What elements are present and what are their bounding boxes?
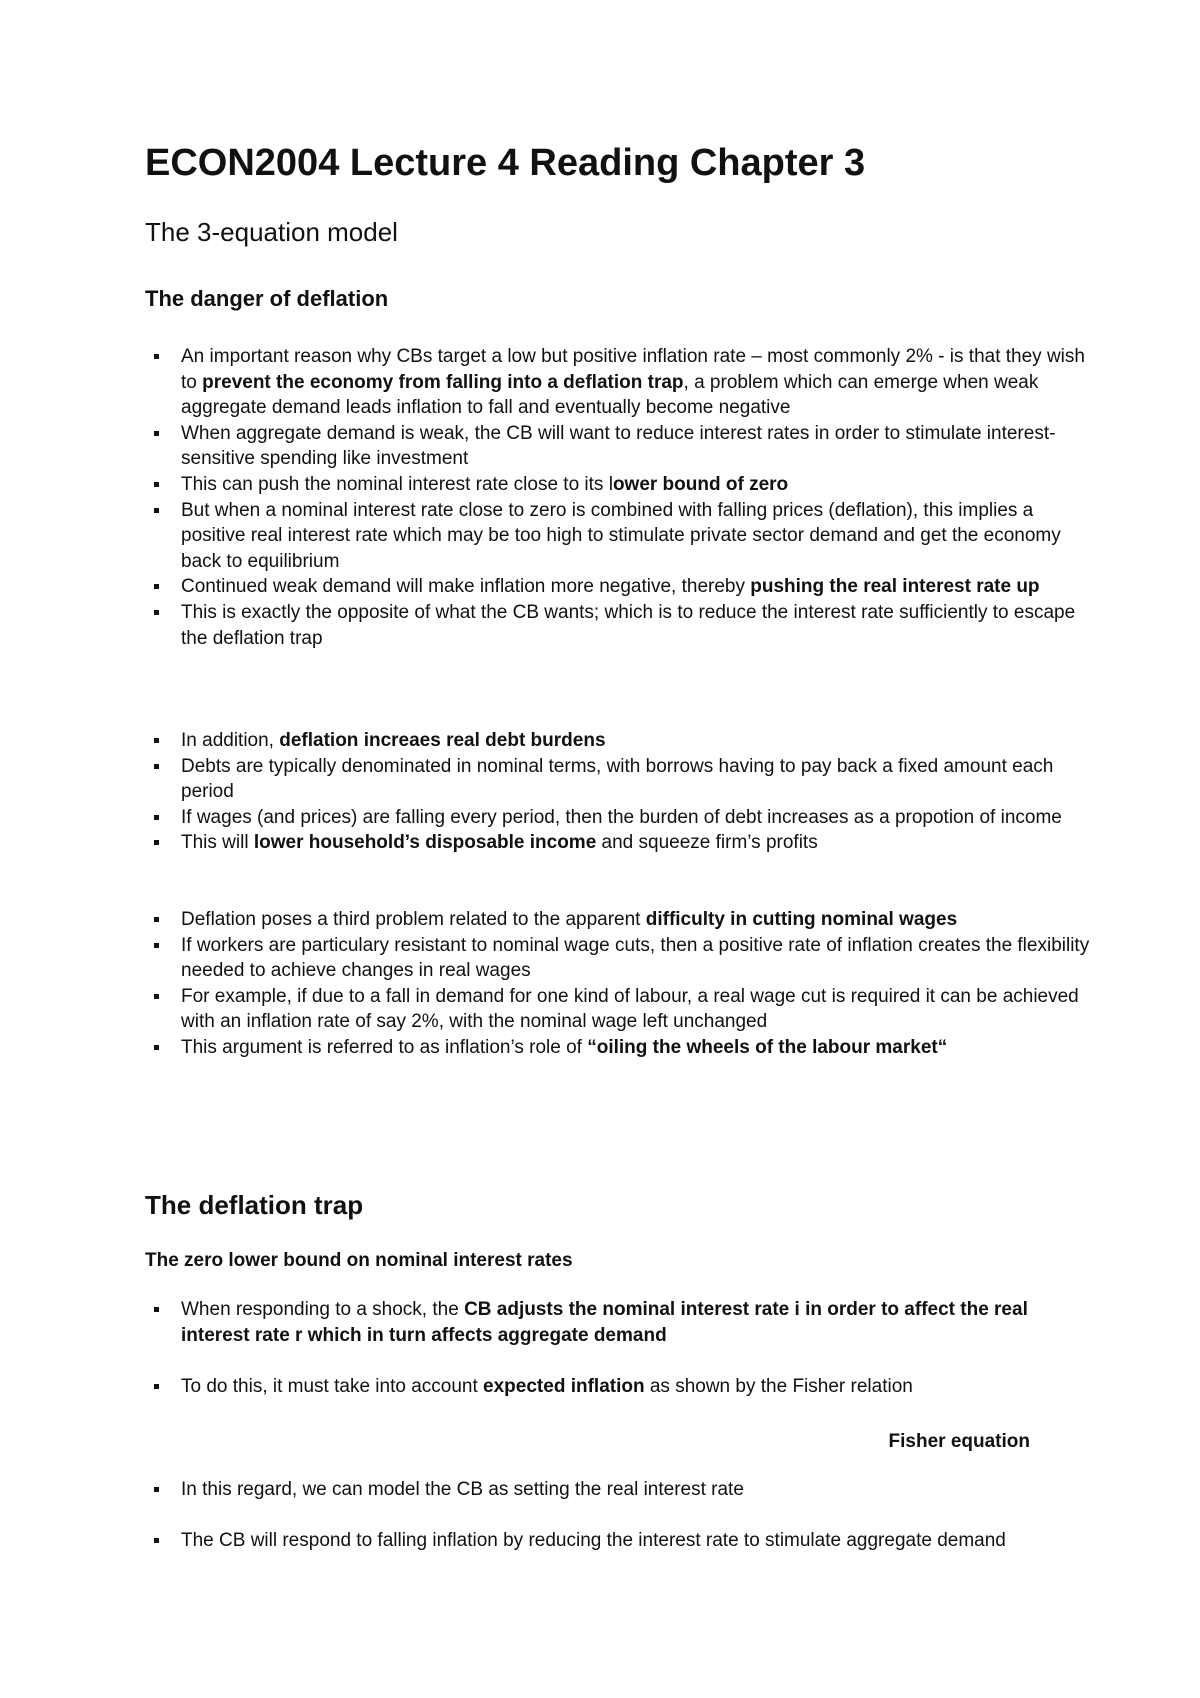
bullet-text: To do this, it must take into account <box>181 1376 484 1397</box>
bullet-item <box>145 728 1095 754</box>
fisher-equation-label: Fisher equation <box>888 1431 1030 1452</box>
bullet-item <box>145 805 1095 831</box>
bullet-text: When aggregate demand is weak, the CB will want to reduce interest rates in order to stimulate interest-sensitive spending like investment <box>181 422 1056 470</box>
bullet-item <box>145 754 1095 805</box>
bullet-item <box>145 472 1095 498</box>
bullet-list-falling-inflation <box>145 1528 1095 1554</box>
bullet-text: , a problem which can emerge when weak aggregate demand leads inflation to fall and eventually become negative <box>181 371 1039 419</box>
bullet-list-expected-inflation <box>145 1374 1095 1400</box>
bullet-emphasis: difficulty in cutting nominal wages <box>645 909 958 930</box>
bullet-text: But when a nominal interest rate close to zero is combined with falling prices (deflation), this implies a positive real interest rate which may be too high to stimulate private sector demand and get the economy back to equilibrium <box>181 499 1061 572</box>
bullet-item <box>145 344 1095 421</box>
section-heading-danger-of-deflation: The danger of deflation <box>145 286 389 311</box>
bullet-item <box>145 1528 1095 1554</box>
bullet-item <box>145 600 1095 651</box>
bullet-item <box>145 830 1095 856</box>
bullet-item <box>145 498 1095 575</box>
bullet-text: Continued weak demand will make inflation more negative, thereby <box>181 576 751 598</box>
bullet-text: When responding to a shock, the <box>181 1299 465 1320</box>
bullet-text: This will <box>181 832 254 854</box>
bullet-text: This is exactly the opposite of what the CB wants; which is to reduce the interest rate sufficiently to escape the deflation trap <box>181 601 1076 649</box>
bullet-emphasis: prevent the economy from falling into a deflation trap <box>202 371 684 393</box>
bullet-text: This argument is referred to as inflation’s role of <box>181 1036 588 1058</box>
bullet-text: This can push the nominal interest rate close to its l <box>181 473 613 495</box>
bullet-item <box>145 1477 1095 1503</box>
bullet-text: and squeeze firm’s profits <box>596 832 818 854</box>
bullet-text: The CB will respond to falling inflation by reducing the interest rate to stimulate aggregate demand <box>181 1530 1006 1551</box>
bullet-list-nominal-wages <box>145 907 1095 1061</box>
bullet-emphasis: “oiling the wheels of the labour market“ <box>587 1036 948 1058</box>
bullet-item <box>145 421 1095 472</box>
document-subtitle: The 3-equation model <box>145 217 398 247</box>
bullet-emphasis: ower bound of zero <box>612 473 789 495</box>
bullet-item <box>145 933 1095 984</box>
bullet-text: Deflation poses a third problem related to the apparent <box>181 909 646 930</box>
bullet-text: as shown by the Fisher relation <box>644 1376 913 1397</box>
subsection-heading-zero-lower-bound: The zero lower bound on nominal interest rates <box>145 1250 573 1271</box>
bullet-text: In this regard, we can model the CB as setting the real interest rate <box>181 1479 744 1500</box>
section-heading-deflation-trap: The deflation trap <box>145 1190 364 1220</box>
bullet-item <box>145 1297 1095 1348</box>
bullet-list-real-rate <box>145 1477 1095 1503</box>
bullet-text: If wages (and prices) are falling every period, then the burden of debt increases as a propotion of income <box>181 806 1062 828</box>
bullet-text: An important reason why CBs target a low but positive inflation rate – most commonly 2% - is that they wish to <box>181 346 1085 393</box>
bullet-item <box>145 984 1095 1035</box>
bullet-emphasis: lower household’s disposable income <box>253 832 597 854</box>
bullet-text: Debts are typically denominated in nominal terms, with borrows having to pay back a fixed amount each period <box>181 755 1054 803</box>
bullet-text: If workers are particulary resistant to nominal wage cuts, then a positive rate of inflation creates the flexibility needed to achieve changes in real wages <box>181 934 1090 982</box>
document-title: ECON2004 Lecture 4 Reading Chapter 3 <box>145 142 866 184</box>
bullet-emphasis: CB adjusts the nominal interest rate i in order to affect the real interest rate r which in turn affects aggregate demand <box>181 1299 1028 1346</box>
bullet-item <box>145 907 1095 933</box>
bullet-emphasis: deflation increaes real debt burdens <box>279 730 606 751</box>
bullet-item <box>145 574 1095 600</box>
bullet-text: In addition, <box>181 730 280 751</box>
bullet-emphasis: expected inflation <box>483 1376 645 1397</box>
bullet-list-cb-adjusts-rate <box>145 1297 1095 1348</box>
bullet-list-debt-burdens <box>145 728 1095 856</box>
bullet-emphasis: pushing the real interest rate up <box>750 576 1040 598</box>
bullet-list-deflation-trap-risk <box>145 344 1095 651</box>
bullet-text: For example, if due to a fall in demand for one kind of labour, a real wage cut is required it can be achieved with an inflation rate of say 2%, with the nominal wage left unchanged <box>181 985 1079 1033</box>
bullet-item <box>145 1035 1095 1061</box>
bullet-item <box>145 1374 1095 1400</box>
